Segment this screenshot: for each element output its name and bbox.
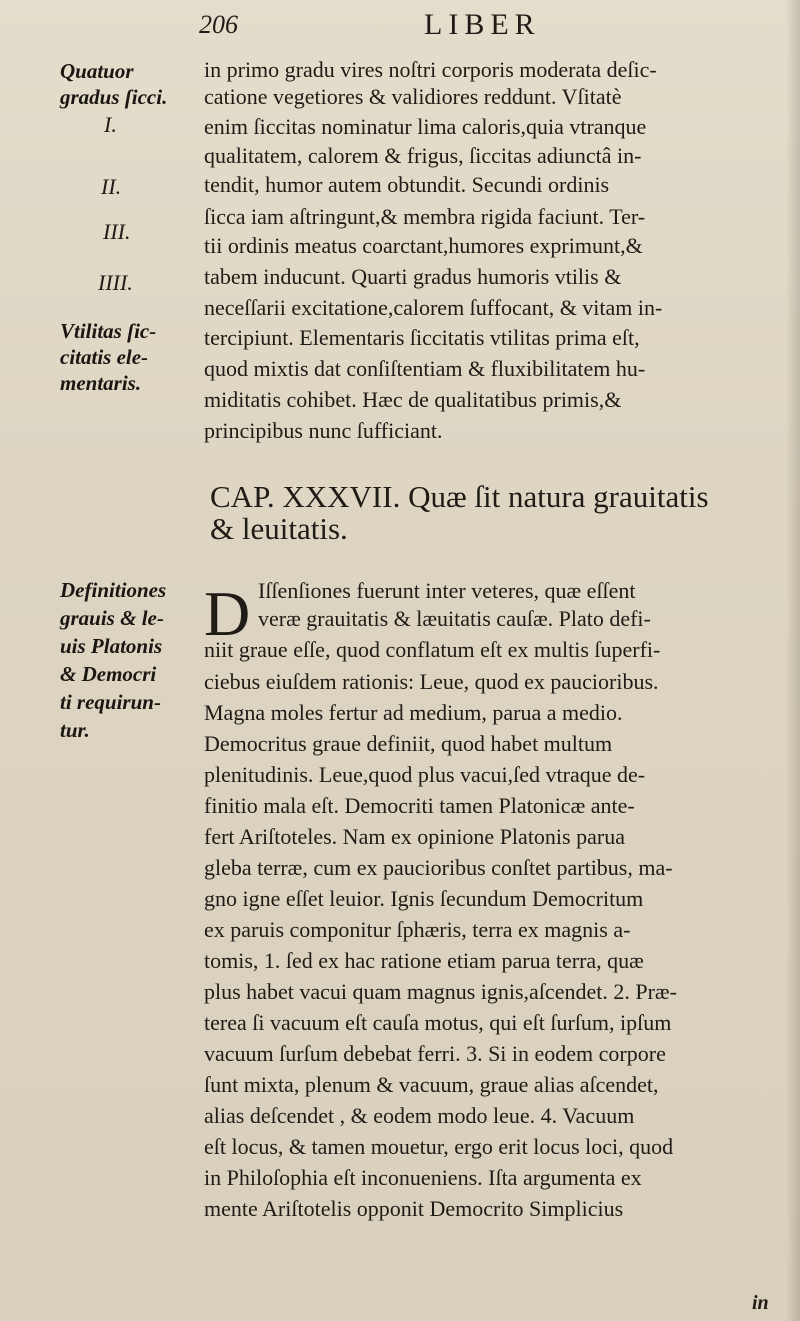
text-line: Iſſenſiones fuerunt inter veteres, quæ eſſent bbox=[258, 578, 636, 603]
margin-note-line: gradus ſicci. bbox=[60, 85, 168, 109]
margin-numeral: III. bbox=[103, 219, 131, 244]
text-line: miditatis cohibet. Hæc de qualitatibus primis,& bbox=[204, 387, 622, 412]
margin-note-definitiones bbox=[60, 576, 166, 744]
text-line: fert Ariſtoteles. Nam ex opinione Platonis parua bbox=[204, 824, 625, 849]
text-line: tercipiunt. Elementaris ſiccitatis vtilitas prima eſt, bbox=[204, 325, 640, 350]
text-line: veræ grauitatis & læuitatis cauſæ. Plato defi- bbox=[258, 606, 651, 631]
text-line: in primo gradu vires noſtri corporis moderata deſic- bbox=[204, 57, 657, 82]
text-line: gno igne eſſet leuior. Ignis ſecundum Democritum bbox=[204, 886, 644, 911]
text-line: qualitatem, calorem & frigus, ſiccitas adiunctâ in- bbox=[204, 143, 642, 168]
text-line: vacuum ſurſum debebat ferri. 3. Si in eodem corpore bbox=[204, 1041, 666, 1066]
text-line: in Philoſophia eſt inconueniens. Iſta argumenta ex bbox=[204, 1165, 642, 1190]
text-line: Democritus graue definiit, quod habet multum bbox=[204, 731, 613, 756]
text-line: finitio mala eſt. Democriti tamen Platonicæ ante- bbox=[204, 793, 635, 818]
text-line: enim ſiccitas nominatur lima caloris,quia vtranque bbox=[204, 114, 647, 139]
text-line: ſicca iam aſtringunt,& membra rigida faciunt. Ter- bbox=[204, 204, 646, 229]
text-line: niit graue eſſe, quod conflatum eſt ex multis ſuperfi- bbox=[204, 637, 661, 662]
text-line: mente Ariſtotelis opponit Democrito Simplicius bbox=[204, 1196, 624, 1221]
margin-note-line: Definitiones bbox=[60, 578, 167, 602]
text-line: ex paruis componitur ſphæris, terra ex magnis a- bbox=[204, 917, 631, 942]
text-line: plenitudinis. Leue,quod plus vacui,ſed vtraque de- bbox=[204, 762, 646, 787]
text-line: gleba terræ, cum ex paucioribus conſtet partibus, ma- bbox=[204, 855, 673, 880]
text-line: ciebus eiuſdem rationis: Leue, quod ex paucioribus. bbox=[204, 669, 659, 694]
margin-numeral: I. bbox=[104, 112, 117, 137]
text-line: neceſſarii excitatione,calorem ſuffocant, & vitam in- bbox=[204, 295, 663, 320]
margin-numeral: IIII. bbox=[98, 270, 133, 295]
chapter-title: & leuitatis. bbox=[210, 511, 348, 546]
text-line: ſunt mixta, plenum & vacuum, graue alias aſcendet, bbox=[204, 1072, 659, 1097]
text-line: catione vegetiores & validiores reddunt. Vſitatè bbox=[204, 84, 622, 109]
text-line: alias deſcendet , & eodem modo leue. 4. Vacuum bbox=[204, 1103, 635, 1128]
text-line: principibus nunc ſufficiant. bbox=[204, 418, 443, 443]
text-line: tomis, 1. ſed ex hac ratione etiam parua terra, quæ bbox=[204, 948, 644, 973]
margin-numeral: II. bbox=[101, 174, 122, 199]
margin-note-vtilitas bbox=[60, 318, 156, 396]
margin-note-quatuor bbox=[60, 58, 167, 110]
margin-note-line: ti requirun- bbox=[60, 690, 161, 714]
text-line: quod mixtis dat conſiſtentiam & fluxibilitatem hu- bbox=[204, 356, 646, 381]
text-line: plus habet vacui quam magnus ignis,aſcendet. 2. Præ- bbox=[204, 979, 677, 1004]
running-head: LIBER bbox=[424, 8, 541, 41]
chapter-title: CAP. XXXVII. Quæ ſit natura grauitatis bbox=[210, 479, 709, 514]
page-header bbox=[0, 2, 800, 42]
page-number: 206 bbox=[199, 10, 238, 39]
drop-cap: D bbox=[204, 578, 251, 649]
text-line: tabem inducunt. Quarti gradus humoris vtilis & bbox=[204, 264, 622, 289]
text-line: terea ſi vacuum eſt cauſa motus, qui eſt ſurſum, ipſum bbox=[204, 1010, 672, 1035]
text-line: Magna moles fertur ad medium, parua a medio. bbox=[204, 700, 623, 725]
margin-note-line: tur. bbox=[60, 718, 90, 742]
text-line: tii ordinis meatus coarctant,humores exprimunt,& bbox=[204, 233, 643, 258]
margin-note-line: citatis ele- bbox=[60, 345, 149, 369]
catchword: in bbox=[752, 1292, 769, 1314]
margin-note-line: Quatuor bbox=[60, 59, 134, 83]
margin-note-line: uis Platonis bbox=[60, 634, 163, 658]
margin-note-line: Vtilitas ſic- bbox=[60, 319, 157, 343]
text-line: eſt locus, & tamen mouetur, ergo erit locus loci, quod bbox=[204, 1134, 674, 1159]
margin-note-line: grauis & le- bbox=[60, 606, 164, 630]
margin-note-line: & Democri bbox=[60, 662, 157, 686]
margin-note-line: mentaris. bbox=[60, 371, 142, 395]
text-line: tendit, humor autem obtundit. Secundi ordinis bbox=[204, 172, 610, 197]
